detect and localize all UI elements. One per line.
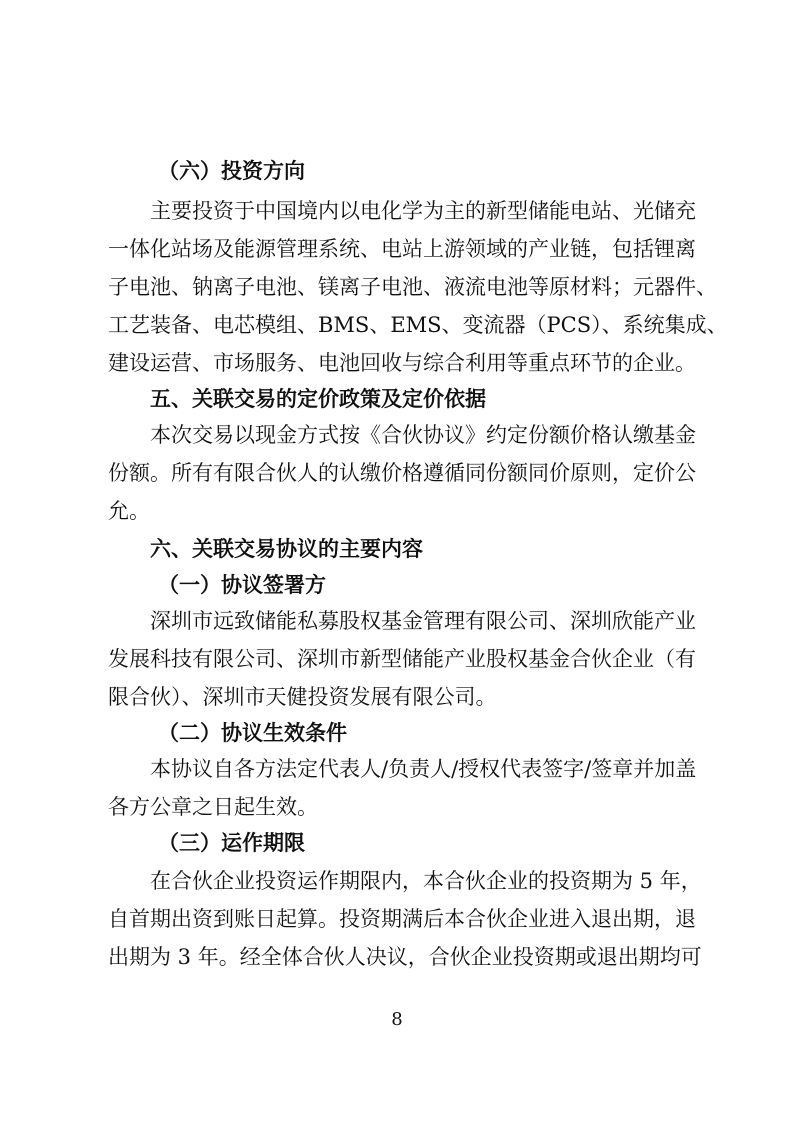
page-number: 8: [391, 1009, 403, 1030]
section-heading-pricing-policy: 五、关联交易的定价政策及定价依据: [150, 387, 486, 411]
paragraph-line: 本次交易以现金方式按《合伙协议》约定份额价格认缴基金: [150, 423, 696, 447]
subsection-title-effective-conditions: （二）协议生效条件: [158, 720, 347, 745]
paragraph-line: 主要投资于中国境内以电化学为主的新型储能电站、光储充: [150, 199, 696, 223]
paragraph-line: 允。: [108, 499, 150, 523]
paragraph-line: 发展科技有限公司、深圳市新型储能产业股权基金合伙企业（有: [108, 647, 696, 671]
paragraph-line: 深圳市远致储能私募股权基金管理有限公司、深圳欣能产业: [150, 609, 696, 633]
paragraph-line: 各方公章之日起生效。: [108, 795, 318, 819]
paragraph-line: 本协议自各方法定代表人/负责人/授权代表签字/签章并加盖: [150, 757, 697, 781]
subsection-title-operation-period: （三）运作期限: [158, 830, 305, 855]
subsection-title-investment-direction: （六）投资方向: [158, 158, 305, 183]
paragraph-line: 份额。所有有限合伙人的认缴价格遵循同份额同价原则，定价公: [108, 461, 696, 485]
paragraph-line: 出期为 3 年。经全体合伙人决议，合伙企业投资期或退出期均可: [108, 945, 702, 969]
paragraph-line: 在合伙企业投资运作期限内，本合伙企业的投资期为 5 年，: [150, 869, 702, 893]
section-heading-agreement-content: 六、关联交易协议的主要内容: [150, 537, 423, 561]
paragraph-line: 工艺装备、电芯模组、BMS、EMS、变流器（PCS）、系统集成、: [108, 313, 728, 337]
paragraph-line: 自首期出资到账日起算。投资期满后本合伙企业进入退出期，退: [108, 907, 696, 931]
paragraph-line: 限合伙）、深圳市天健投资发展有限公司。: [108, 685, 497, 709]
paragraph-line: 建设运营、市场服务、电池回收与综合利用等重点环节的企业。: [108, 351, 696, 375]
subsection-title-signatories: （一）协议签署方: [158, 572, 326, 597]
paragraph-line: 一体化站场及能源管理系统、电站上游领域的产业链，包括锂离: [108, 237, 696, 261]
paragraph-line: 子电池、钠离子电池、镁离子电池、液流电池等原材料；元器件、: [108, 275, 717, 299]
